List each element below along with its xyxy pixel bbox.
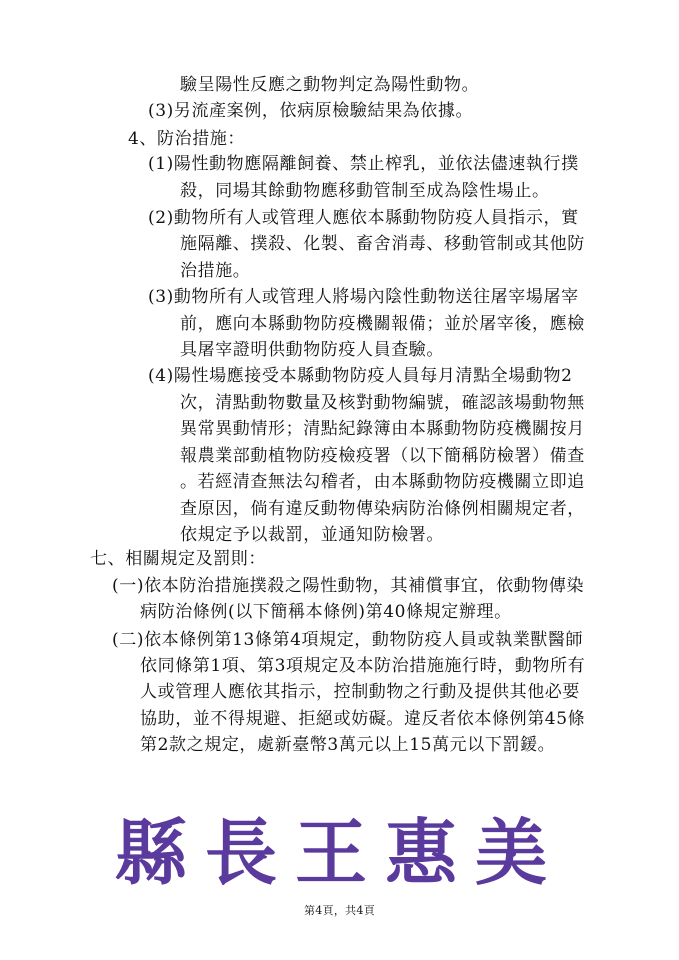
text-line-15: 報農業部動植物防疫檢疫署（以下簡稱防檢署）備查 [180,446,585,466]
text-line-5: 殺，同場其餘動物應移動管制至成為陰性場止。 [180,181,550,201]
section-heading-regulations: 七、相關規定及罰則： [90,549,266,569]
text-line-25: 協助，並不得規避、拒絕或妨礙。違反者依本條例第45條 [140,709,586,729]
text-line-22: (二)依本條例第13條第4項規定，動物防疫人員或執業獸醫師 [112,630,584,650]
text-line-4: (1)陽性動物應隔離飼養、禁止榨乳，並依法儘速執行撲 [148,154,579,174]
text-line-6: (2)動物所有人或管理人應依本縣動物防疫人員指示，實 [148,208,579,228]
text-line-1: 驗呈陽性反應之動物判定為陽性動物。 [180,75,480,95]
text-line-2: (3)另流產案例，依病原檢驗結果為依據。 [148,101,474,121]
text-line-20: (一)依本防治措施撲殺之陽性動物，其補償事宜，依動物傳染 [112,576,585,596]
text-line-16: 。若經清查無法勾稽者，由本縣動物防疫機關立即追 [180,472,585,492]
text-line-7: 施隔離、撲殺、化製、畜舍消毒、移動管制或其他防 [180,234,585,254]
seal-text: 縣長王惠美 [114,810,566,895]
text-line-17: 查原因，倘有違反動物傳染病防治條例相關規定者， [180,499,585,519]
text-line-13: 次，清點動物數量及核對動物編號，確認該場動物無 [180,393,585,413]
text-line-11: 具屠宰證明供動物防疫人員查驗。 [180,340,444,360]
text-line-24: 人或管理人應依其指示，控制動物之行動及提供其他必要 [140,682,580,702]
section-heading-prevention: 4、防治措施： [128,129,246,149]
text-line-18: 依規定予以裁罰，並通知防檢署。 [180,525,444,545]
magistrate-seal [114,800,566,900]
text-line-26: 第2款之規定，處新臺幣3萬元以上15萬元以下罰鍰。 [140,735,556,755]
text-line-8: 治措施。 [180,261,251,281]
text-line-21: 病防治條例(以下簡稱本條例)第40條規定辦理。 [140,602,512,622]
text-line-9: (3)動物所有人或管理人將場內陰性動物送往屠宰場屠宰 [148,287,579,307]
text-line-12: (4)陽性場應接受本縣動物防疫人員每月清點全場動物2 [148,366,573,386]
text-line-23: 依同條第1項、第3項規定及本防治措施施行時，動物所有 [140,656,586,676]
text-line-10: 前，應向本縣動物防疫機關報備；並於屠宰後，應檢 [180,314,585,334]
text-line-14: 異常異動情形；清點紀錄簿由本縣動物防疫機關按月 [180,419,585,439]
page-number: 第4頁，共4頁 [303,904,376,917]
